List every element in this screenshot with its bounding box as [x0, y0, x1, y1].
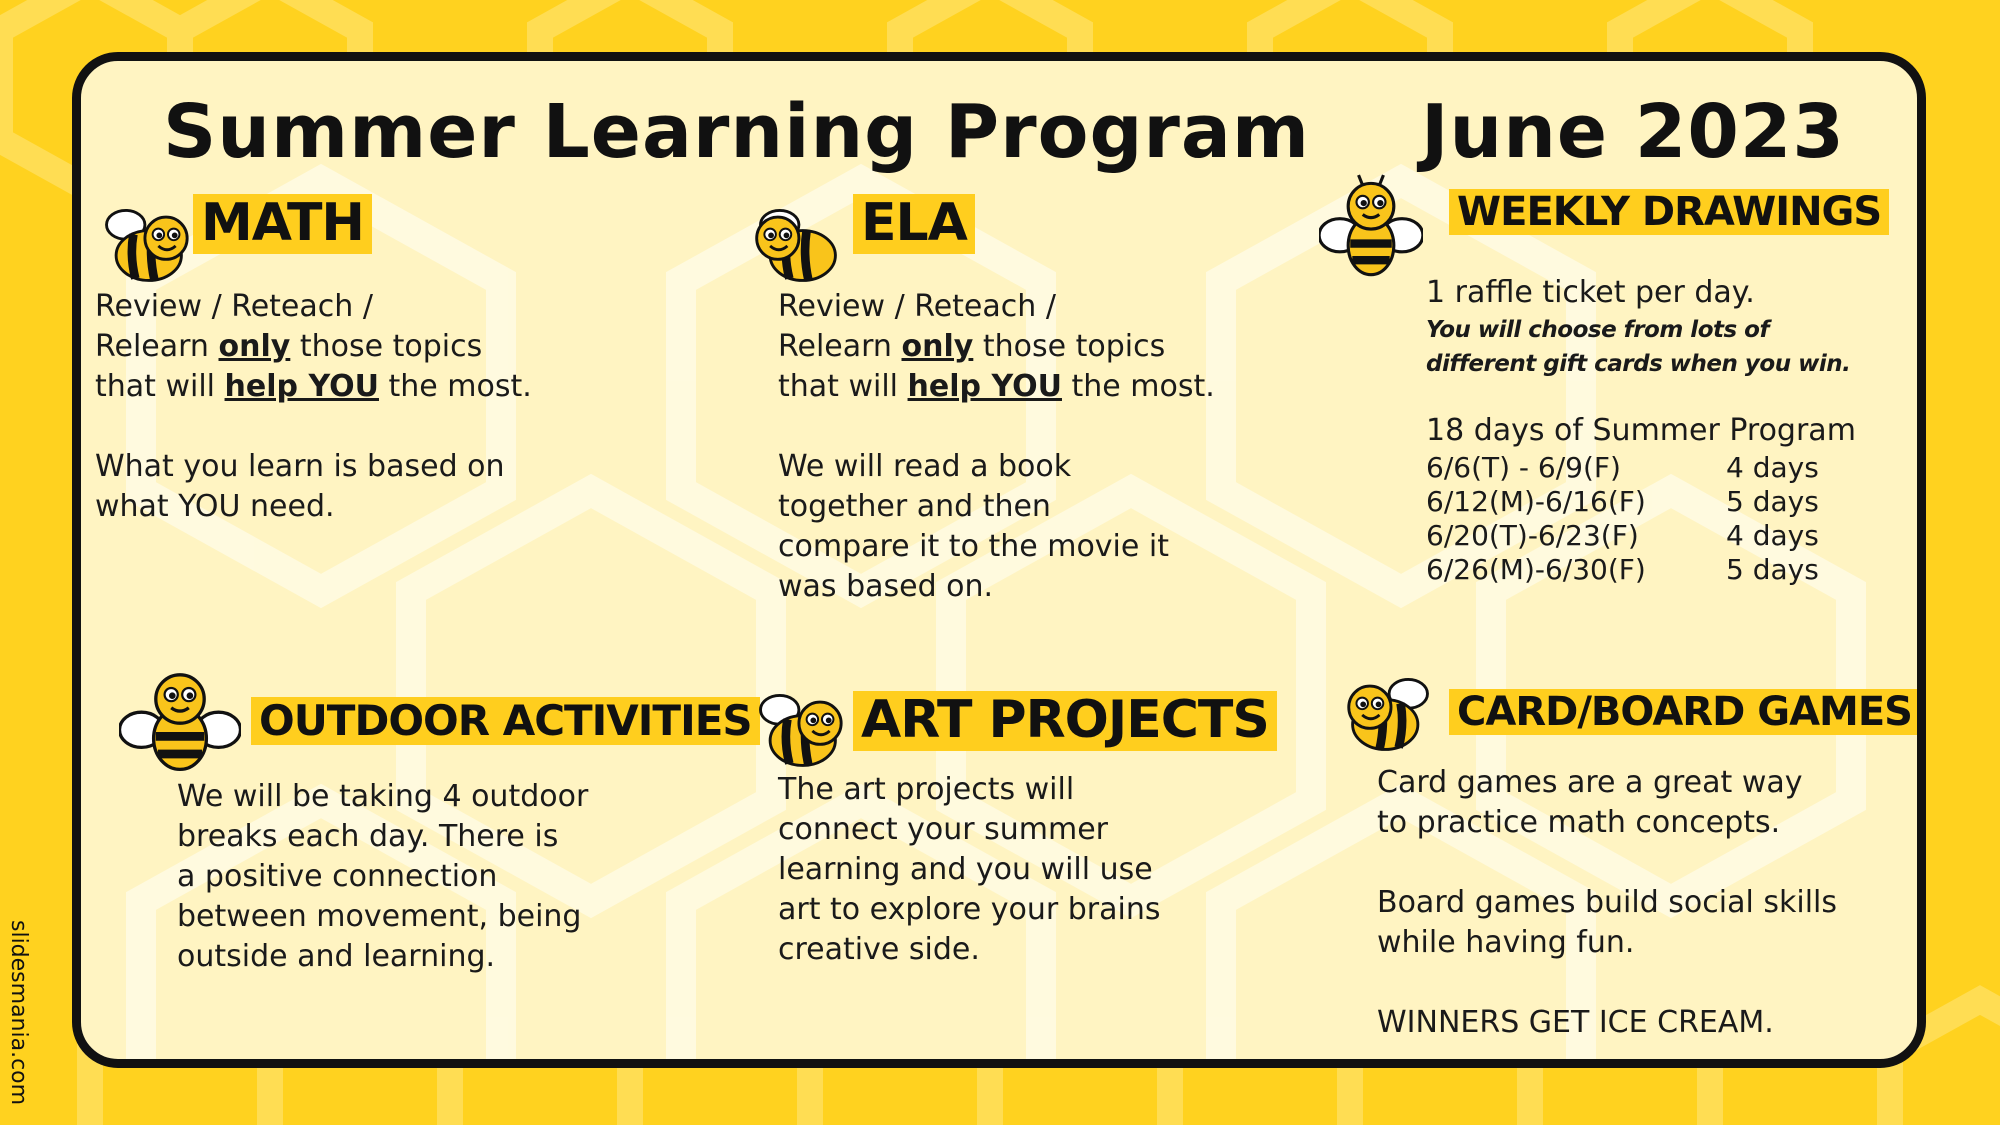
ela-line-7: was based on. [778, 569, 994, 604]
schedule-row [1426, 451, 1856, 485]
schedule-row [1426, 519, 1856, 553]
math-line-4: What you learn is based on [95, 449, 505, 484]
page-title: Summer Learning Program [163, 89, 1310, 175]
text: the most. [378, 369, 532, 404]
art-projects-heading: ART PROJECTS [853, 691, 1277, 751]
ela-line-3 [778, 367, 1215, 407]
ela-line-2 [778, 327, 1215, 367]
outdoor-line: a positive connection [177, 859, 498, 894]
math-line-1: Review / Reteach / [95, 289, 373, 324]
math-line-2 [95, 327, 532, 367]
schedule-days: 5 days [1726, 553, 1819, 586]
weekly-drawings-heading: WEEKLY DRAWINGS [1449, 189, 1889, 235]
outdoor-line: breaks each day. There is [177, 819, 559, 854]
schedule-days: 4 days [1726, 519, 1819, 552]
drawings-text [1426, 273, 1856, 587]
schedule-row [1426, 485, 1856, 519]
schedule-dates: 6/12(M)-6/16(F) [1426, 485, 1646, 518]
schedule-dates: 6/6(T) - 6/9(F) [1426, 451, 1621, 484]
games-line-3: Board games build social skills [1377, 885, 1837, 920]
raffle-line: 1 raffle ticket per day. [1426, 275, 1755, 310]
text: that will [95, 369, 225, 404]
art-line: art to explore your brains [778, 892, 1161, 927]
text: Relearn [95, 329, 219, 364]
text: the most. [1061, 369, 1215, 404]
bee-icon [1319, 173, 1423, 283]
games-line-1: Card games are a great way [1377, 765, 1803, 800]
program-card [72, 52, 1926, 1068]
schedule-days: 4 days [1726, 451, 1819, 484]
games-line-4: while having fun. [1377, 925, 1635, 960]
math-line-3 [95, 367, 532, 407]
outdoor-text [177, 777, 588, 977]
outdoor-line: between movement, being [177, 899, 582, 934]
art-line: learning and you will use [778, 852, 1153, 887]
math-line-5: what YOU need. [95, 489, 335, 524]
bee-icon [1343, 665, 1439, 761]
schedule-dates: 6/20(T)-6/23(F) [1426, 519, 1639, 552]
math-heading: MATH [193, 194, 372, 254]
text: those topics [973, 329, 1166, 364]
program-date: June 2023 [1421, 89, 1845, 175]
gift-card-note-1: You will choose from lots of [1426, 317, 1769, 343]
art-line: creative side. [778, 932, 980, 967]
art-text [778, 770, 1161, 970]
bee-icon [119, 666, 241, 776]
outdoor-line: outside and learning. [177, 939, 496, 974]
schedule-row [1426, 553, 1856, 587]
gift-card-note-2: different gift cards when you win. [1426, 351, 1851, 377]
ela-heading: ELA [853, 194, 975, 254]
schedule-list [1426, 451, 1856, 587]
art-line: connect your summer [778, 812, 1108, 847]
ela-text [778, 287, 1215, 607]
ela-line-6: compare it to the movie it [778, 529, 1169, 564]
text: those topics [290, 329, 483, 364]
schedule-days: 5 days [1726, 485, 1819, 518]
outdoor-activities-heading: OUTDOOR ACTIVITIES [251, 697, 760, 745]
math-text [95, 287, 532, 527]
emphasis-only: only [218, 329, 291, 364]
bee-icon [95, 196, 191, 292]
emphasis-only: only [901, 329, 974, 364]
art-line: The art projects will [778, 772, 1075, 807]
games-line-2: to practice math concepts. [1377, 805, 1781, 840]
ela-line-4: We will read a book [778, 449, 1072, 484]
card-board-games-heading: CARD/BOARD GAMES [1449, 689, 1920, 735]
games-text [1377, 763, 1837, 1043]
outdoor-line: We will be taking 4 outdoor [177, 779, 589, 814]
bee-icon [749, 681, 845, 777]
ela-line-5: together and then [778, 489, 1051, 524]
credit-text: slidesmania.com [6, 920, 31, 1106]
games-winners-line: WINNERS GET ICE CREAM. [1377, 1005, 1774, 1040]
schedule-title: 18 days of Summer Program [1426, 413, 1856, 448]
text: Relearn [778, 329, 902, 364]
emphasis-help-you: help YOU [224, 369, 379, 404]
text: that will [778, 369, 908, 404]
emphasis-help-you: help YOU [907, 369, 1062, 404]
ela-line-1: Review / Reteach / [778, 289, 1056, 324]
schedule-dates: 6/26(M)-6/30(F) [1426, 553, 1646, 586]
bee-icon [749, 196, 845, 292]
